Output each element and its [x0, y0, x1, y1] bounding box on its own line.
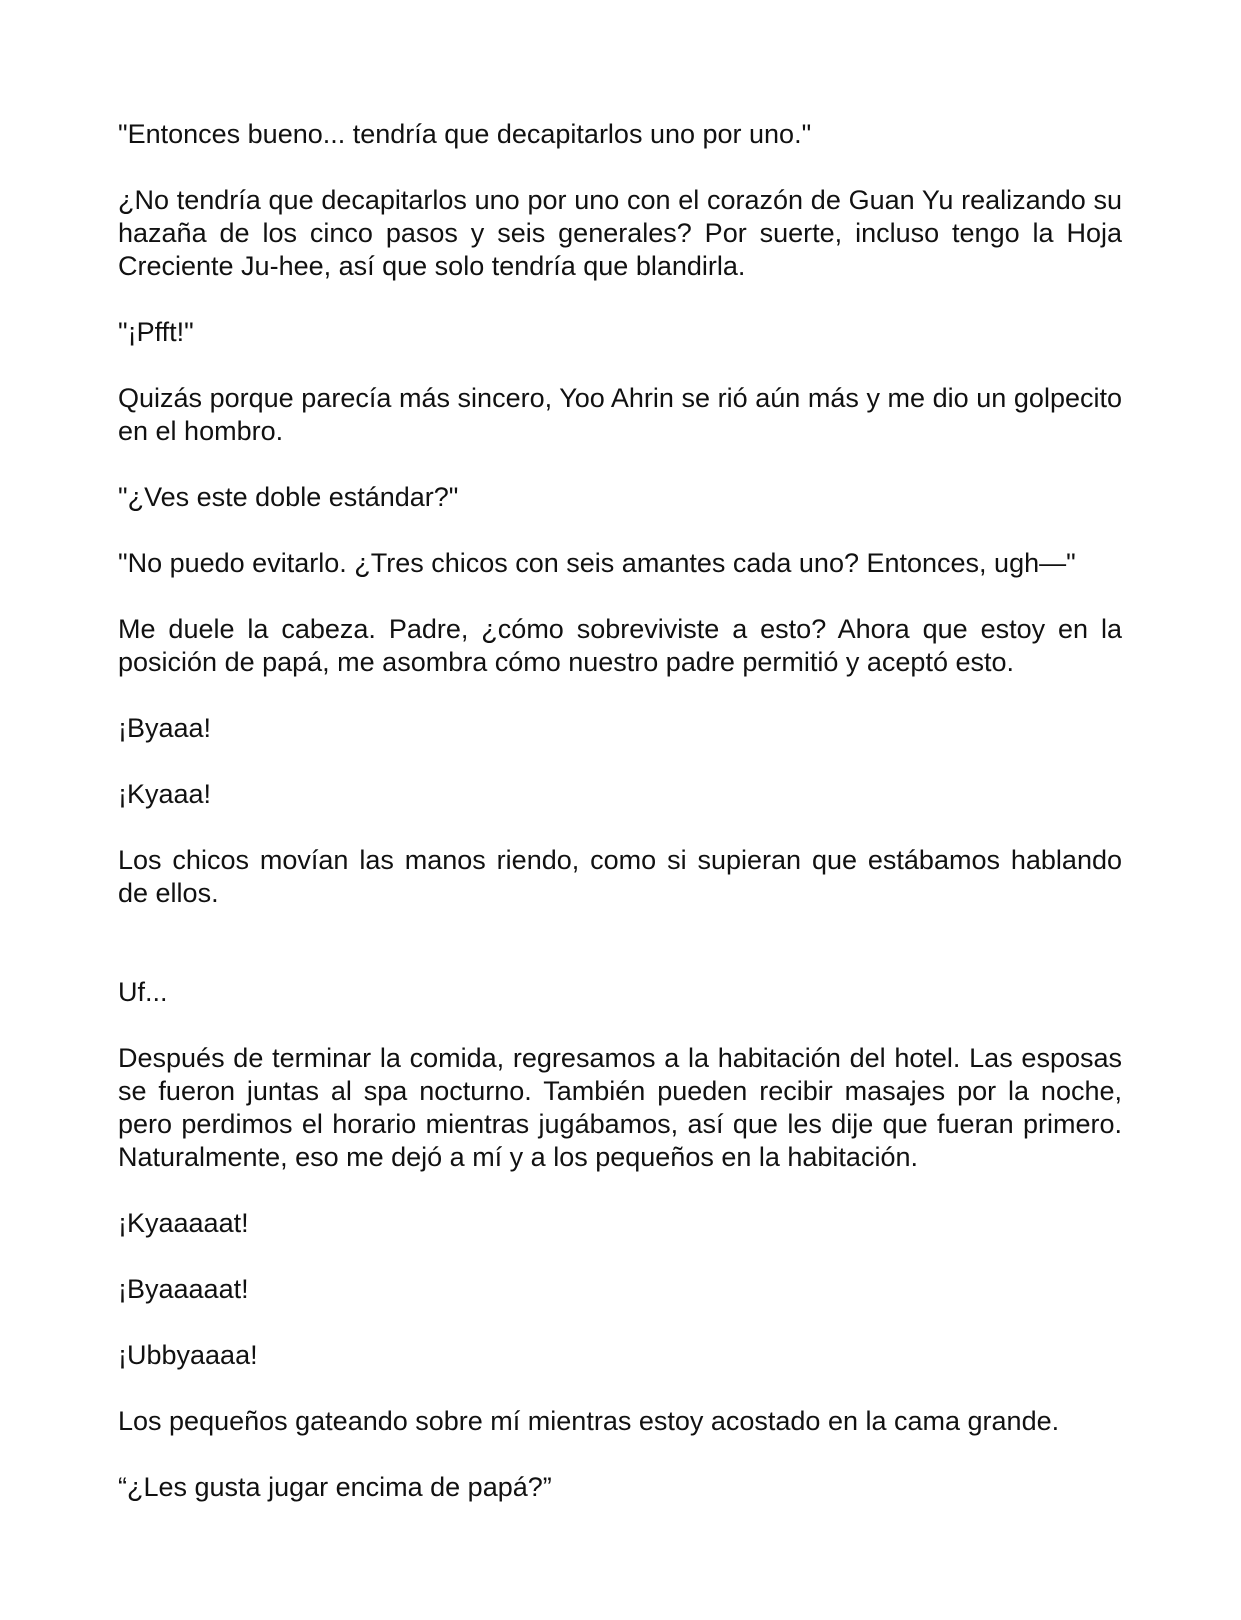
paragraph: ¡Byaaaaat! — [118, 1274, 249, 1304]
paragraph: "No puedo evitarlo. ¿Tres chicos con seis amantes cada uno? Entonces, ugh—" — [118, 548, 1076, 578]
paragraph: "¡Pfft!" — [118, 317, 194, 347]
paragraph: Uf... — [118, 977, 168, 1007]
paragraph: Quizás porque parecía más sincero, Yoo Ahrin se rió aún más y me dio un golpecito en el hombro. — [118, 383, 1122, 446]
paragraph: ¡Kyaaaaat! — [118, 1208, 249, 1238]
paragraph: Me duele la cabeza. Padre, ¿cómo sobreviviste a esto? Ahora que estoy en la posición de papá, me asombra cómo nuestro padre permitió y aceptó esto. — [118, 614, 1122, 677]
paragraph: Los chicos movían las manos riendo, como si supieran que estábamos hablando de ellos. — [118, 845, 1122, 908]
paragraph: Después de terminar la comida, regresamos a la habitación del hotel. Las esposas se fueron juntas al spa nocturno. También pueden recibir masajes por la noche, pero perdimos el horario mientras jugábamos, así que les dije que fueran primero. Naturalmente, eso me dejó a mí y a los pequeños en la habitación. — [118, 1043, 1122, 1172]
paragraph: "Entonces bueno... tendría que decapitarlos uno por uno." — [118, 119, 812, 149]
section-gap — [118, 943, 1122, 976]
paragraph: ¡Ubbyaaaa! — [118, 1340, 258, 1370]
paragraph: ¡Kyaaa! — [118, 779, 212, 809]
paragraph: “¿Les gusta jugar encima de papá?” — [118, 1472, 552, 1502]
paragraph: "¿Ves este doble estándar?" — [118, 482, 459, 512]
paragraph: ¿No tendría que decapitarlos uno por uno con el corazón de Guan Yu realizando su hazaña de los cinco pasos y seis generales? Por suerte, incluso tengo la Hoja Creciente Ju-hee, así que solo tendría que blandirla. — [118, 185, 1122, 281]
document-body — [118, 118, 1122, 1537]
paragraph: ¡Byaaa! — [118, 713, 212, 743]
paragraph: Los pequeños gateando sobre mí mientras estoy acostado en la cama grande. — [118, 1406, 1060, 1436]
